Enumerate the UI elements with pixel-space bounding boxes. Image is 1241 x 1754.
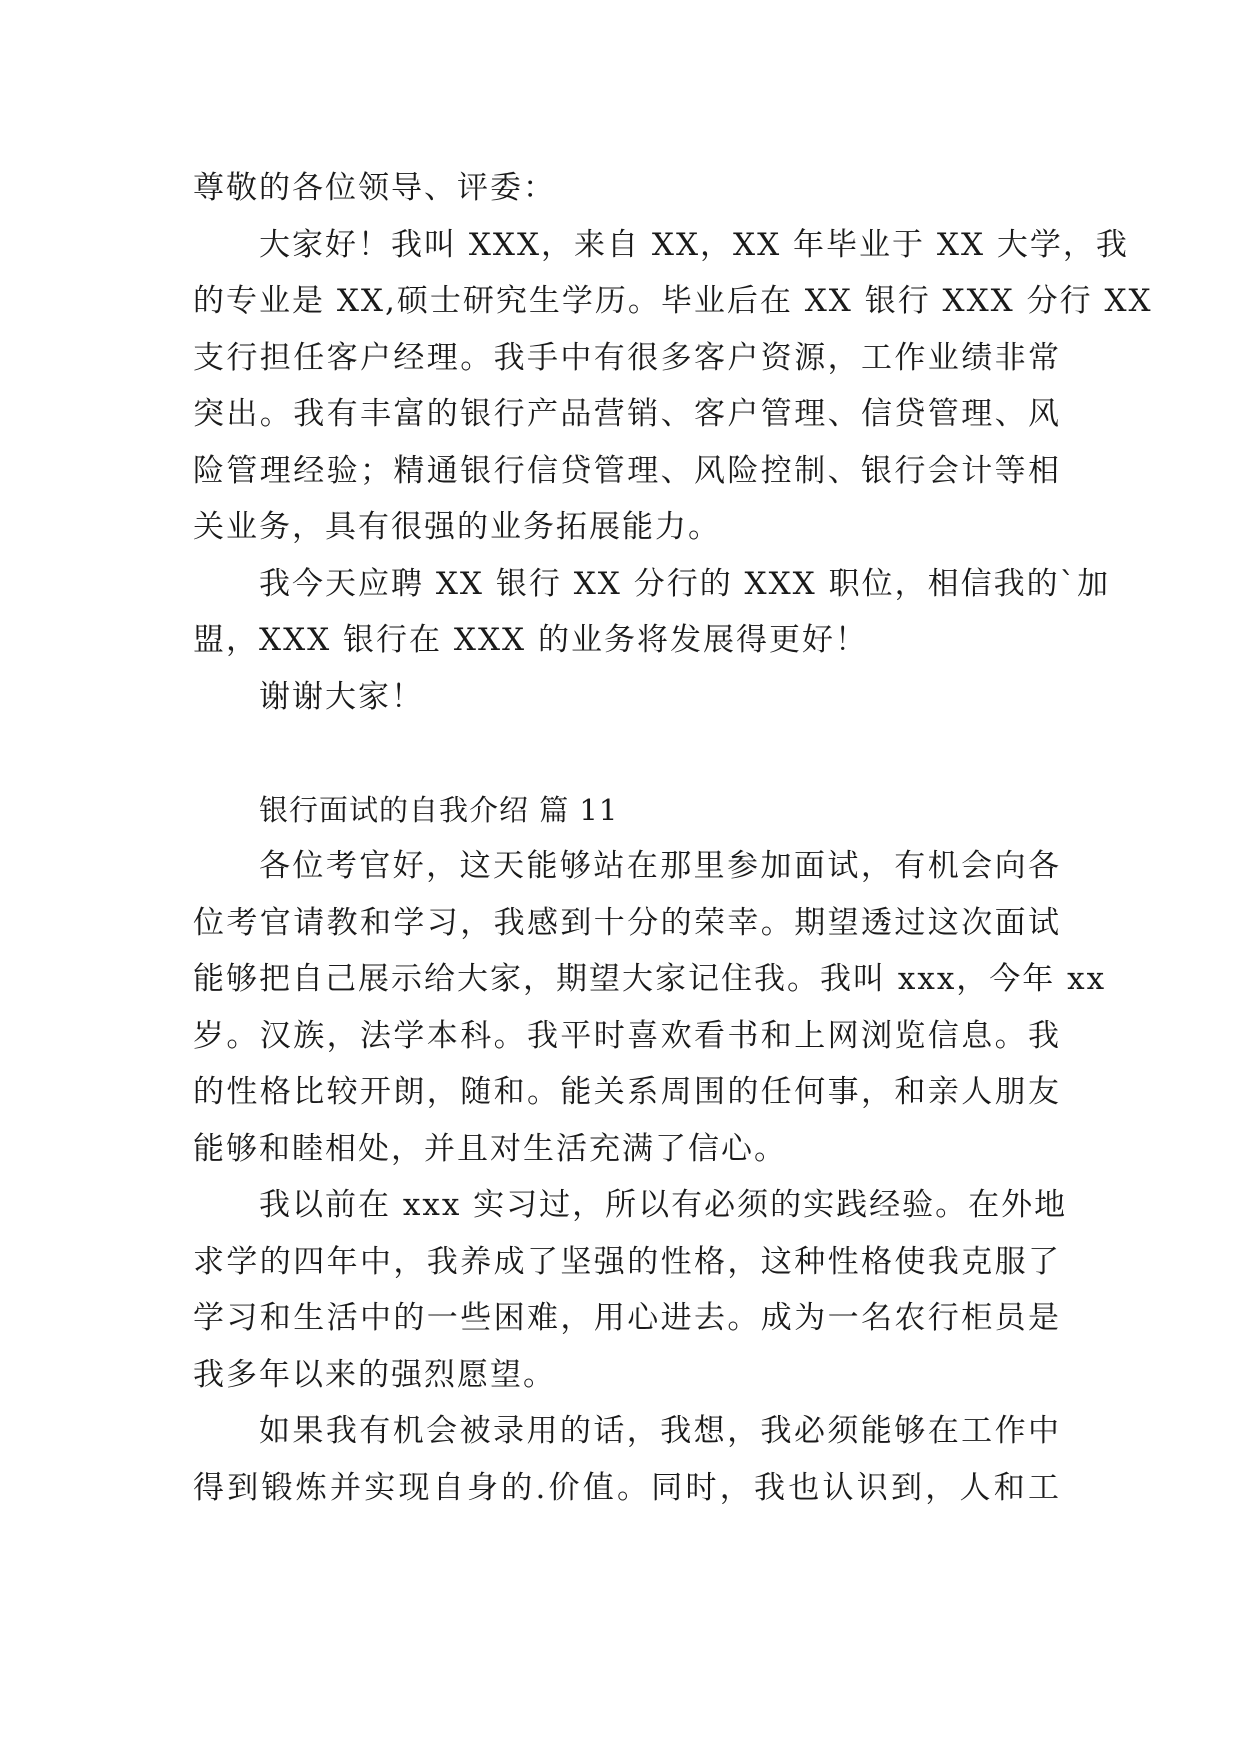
text-line: 求学的四年中，我养成了坚强的性格，这种性格使我克服了 bbox=[193, 1243, 1061, 1280]
text-line: 能够和睦相处，并且对生活充满了信心。 bbox=[193, 1130, 787, 1167]
text-line: 学习和生活中的一些困难，用心进去。成为一名农行柜员是 bbox=[193, 1300, 1061, 1336]
section-heading: 银行面试的自我介绍 篇 11 bbox=[259, 792, 619, 827]
text-line: 我以前在 xxx 实习过，所以有必须的实践经验。在外地 bbox=[259, 1187, 1068, 1223]
text-line: 如果我有机会被录用的话，我想，我必须能够在工作中 bbox=[259, 1413, 1061, 1449]
text-line: 尊敬的各位领导、评委： bbox=[193, 170, 556, 206]
text-line: 险管理经验；精通银行信贷管理、风险控制、银行会计等相 bbox=[193, 452, 1061, 489]
section-gap bbox=[193, 725, 1061, 782]
text-line: 大家好！我叫 XXX，来自 XX，XX 年毕业于 XX 大学，我 bbox=[259, 226, 1129, 263]
text-line: 的性格比较开朗，随和。能关系周围的任何事，和亲人朋友 bbox=[193, 1074, 1061, 1110]
text-line: 位考官请教和学习，我感到十分的荣幸。期望透过这次面试 bbox=[193, 904, 1061, 941]
text-line: 的专业是 XX,硕士研究生学历。毕业后在 XX 银行 XXX 分行 XX bbox=[193, 283, 1153, 319]
document-body-part2 bbox=[193, 838, 1107, 1516]
text-line: 能够把自己展示给大家，期望大家记住我。我叫 xxx，今年 xx bbox=[193, 961, 1107, 997]
text-line: 各位考官好，这天能够站在那里参加面试，有机会向各 bbox=[259, 848, 1061, 884]
document-body-part1 bbox=[193, 160, 1153, 725]
text-line: 谢谢大家！ bbox=[259, 678, 424, 715]
text-line: 我今天应聘 XX 银行 XX 分行的 XXX 职位，相信我的`加 bbox=[259, 565, 1111, 602]
text-line: 我多年以来的强烈愿望。 bbox=[193, 1356, 556, 1393]
document-page bbox=[193, 160, 1153, 1516]
text-line: 岁。汉族，法学本科。我平时喜欢看书和上网浏览信息。我 bbox=[193, 1017, 1061, 1054]
text-line: 关业务，具有很强的业务拓展能力。 bbox=[193, 509, 721, 545]
text-line: 得到锻炼并实现自身的.价值。同时，我也认识到，人和工 bbox=[193, 1469, 1061, 1506]
text-line: 支行担任客户经理。我手中有很多客户资源，工作业绩非常 bbox=[193, 339, 1061, 376]
text-line: 突出。我有丰富的银行产品营销、客户管理、信贷管理、风 bbox=[193, 396, 1061, 432]
text-line: 盟，XXX 银行在 XXX 的业务将发展得更好！ bbox=[193, 622, 868, 658]
